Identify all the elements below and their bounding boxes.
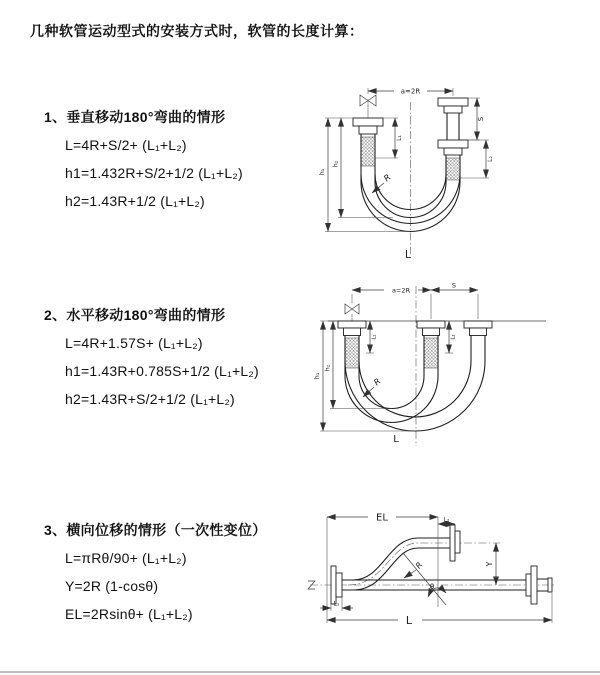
- label-l2: L₂: [443, 516, 450, 524]
- label-a2r: a=2R: [400, 87, 421, 96]
- section-heading: 3、横向位移的情形（一次性变位）: [44, 522, 267, 538]
- dimension-y: [485, 543, 496, 585]
- label-y: Y: [485, 561, 494, 567]
- label-h2: h₂: [323, 364, 332, 372]
- dimension-a2r: [368, 88, 453, 97]
- dimension-l: [327, 593, 552, 627]
- flange-right: [464, 321, 492, 336]
- formula-line: L=πRθ/90+ (L₁+L₂): [65, 550, 187, 566]
- formula-line: h1=1.43R+0.785S+1/2 (L₁+L₂): [65, 363, 259, 379]
- diagram-vertical-180-bend: [308, 66, 592, 266]
- label-l-total: L: [405, 614, 413, 627]
- formula-line: h2=1.43R+S/2+1/2 (L₁+L₂): [65, 391, 235, 407]
- page-bottom-rule: [0, 671, 600, 673]
- label-r: R: [413, 560, 425, 571]
- label-r: R: [382, 172, 394, 185]
- flange-left: [331, 566, 342, 604]
- formula-line: L=4R+S/2+ (L₁+L₂): [65, 137, 187, 153]
- section-lateral-displacement: [44, 521, 334, 623]
- label-s: S: [477, 116, 485, 122]
- dimension-s: [468, 98, 485, 140]
- label-a2r: a=2R: [391, 286, 411, 295]
- section-vertical-movement: [44, 108, 334, 210]
- valve-icon: [360, 95, 376, 118]
- angle-theta: [403, 553, 446, 605]
- hose-right-leg: [438, 98, 468, 182]
- hose-left-leg: [353, 118, 383, 182]
- hose-u-bends: [345, 361, 485, 431]
- label-el: EL: [376, 512, 388, 524]
- formula-line: L=4R+1.57S+ (L₁+L₂): [65, 335, 203, 351]
- flange-left: [338, 321, 366, 336]
- flange-middle: [417, 321, 445, 336]
- dimension-s: [431, 282, 478, 291]
- label-h2: h₂: [331, 160, 340, 168]
- page-title: 几种软管运动型式的安装方式时，软管的长度计算：: [30, 23, 364, 39]
- section-heading: 2、水平移动180°弯曲的情形: [44, 307, 226, 323]
- label-l1: L₁: [396, 135, 403, 141]
- diagram-lateral-displacement: [298, 503, 600, 653]
- section-heading: 1、垂直移动180°弯曲的情形: [44, 109, 226, 125]
- label-h1: h₁: [318, 168, 326, 176]
- hose-legs: [345, 336, 485, 377]
- diagram-horizontal-180-bend: [306, 276, 600, 456]
- label-l2: L₂: [450, 334, 457, 340]
- formula-line: h1=1.432R+S/2+1/2 (L₁+L₂): [65, 165, 243, 181]
- label-theta: θ: [429, 583, 435, 591]
- dimension-l1: [366, 321, 378, 353]
- formula-line: h2=1.43R+1/2 (L₁+L₂): [65, 193, 205, 209]
- valve-icon: [345, 304, 359, 321]
- dimension-a2r: [352, 287, 478, 320]
- label-s: S: [451, 281, 457, 290]
- label-r: R: [372, 376, 384, 389]
- label-h1: h₁: [313, 372, 321, 380]
- formula-line: Y=2R (1-cosθ): [65, 578, 159, 594]
- label-l-total: L: [404, 248, 412, 261]
- section-horizontal-movement: [44, 306, 334, 408]
- label-l-total: L: [393, 434, 399, 445]
- label-l1: L₁: [333, 600, 340, 608]
- formula-line: EL=2Rsinθ+ (L₁+L₂): [65, 606, 193, 622]
- radius-callout: [363, 377, 383, 397]
- dimension-l2: [445, 321, 457, 353]
- label-l2: L₂: [487, 156, 494, 162]
- label-l1: L₁: [371, 334, 378, 340]
- dimension-l1: [320, 597, 353, 611]
